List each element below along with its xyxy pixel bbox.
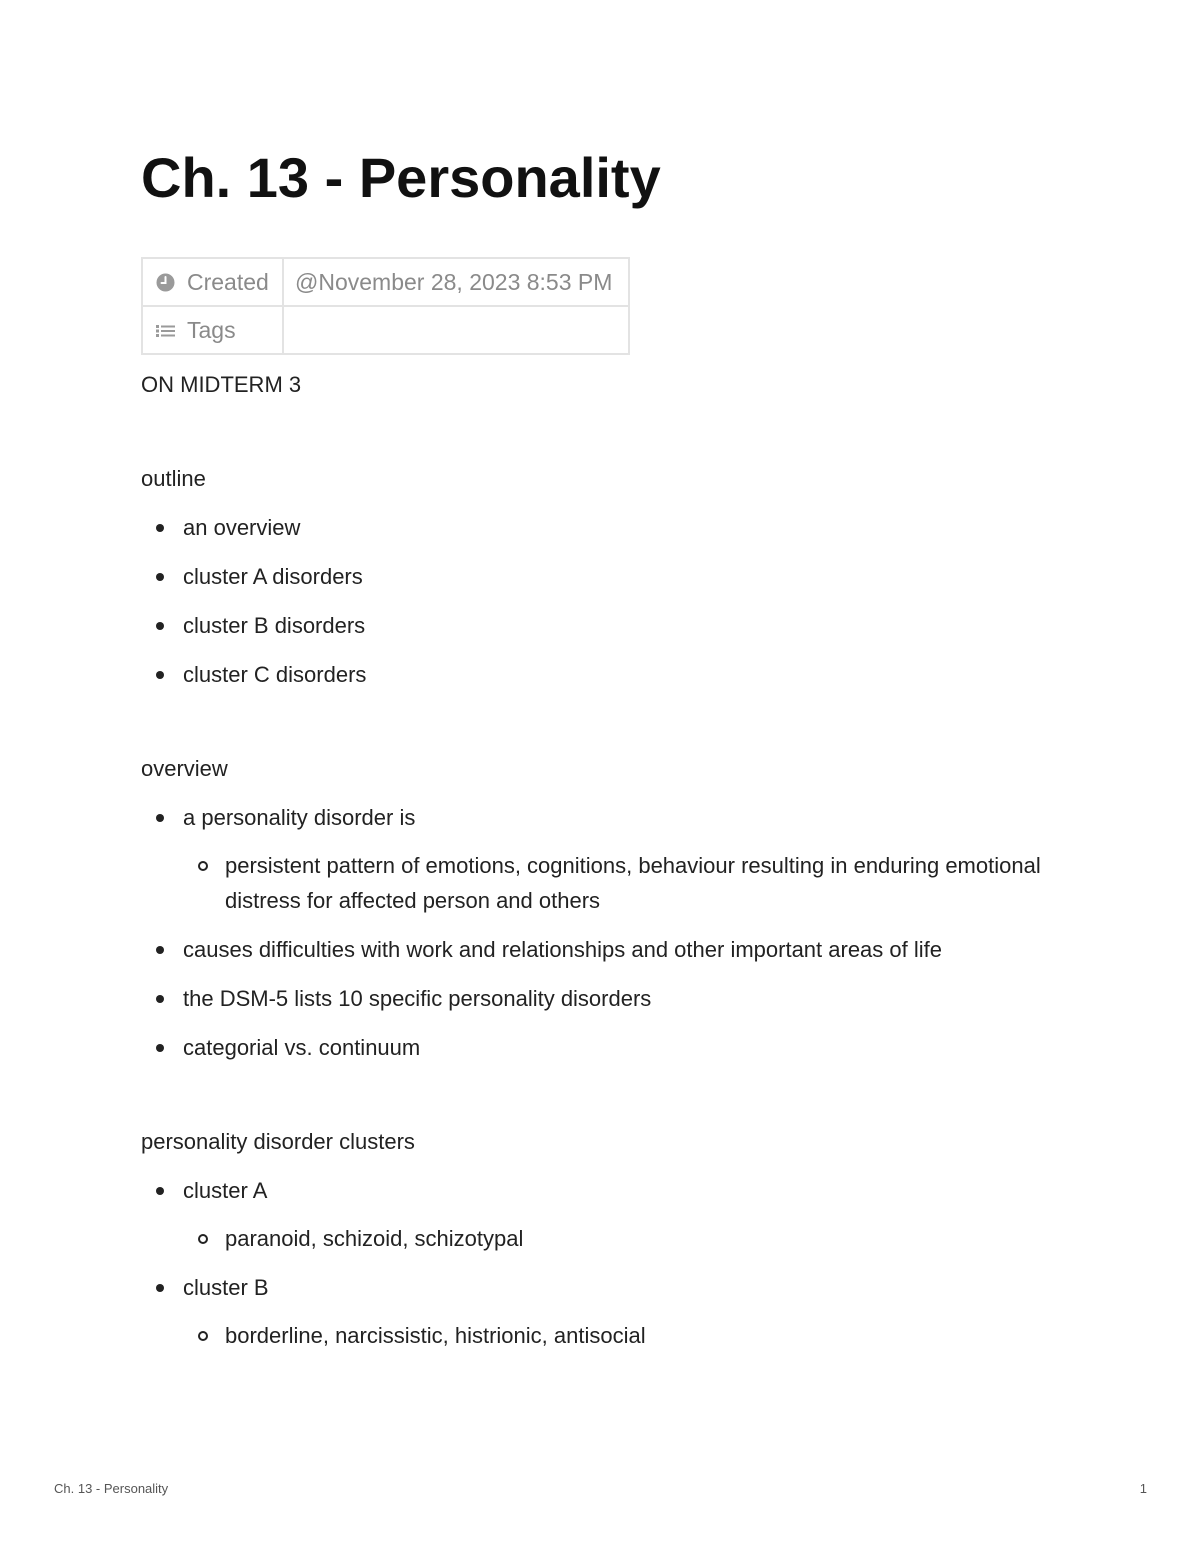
list-item: cluster C disorders: [141, 657, 1041, 692]
outline-list: [141, 510, 1041, 692]
list-icon: [155, 320, 176, 341]
nested-list-item: borderline, narcissistic, histrionic, antisocial: [183, 1318, 1041, 1353]
property-name-tags: [142, 306, 283, 354]
list-item: [141, 1173, 1041, 1256]
list-item: [141, 1270, 1041, 1353]
list-item: the DSM-5 lists 10 specific personality disorders: [141, 981, 1041, 1016]
overview-list: [141, 800, 1041, 1065]
page-title: Ch. 13 - Personality: [141, 146, 661, 209]
property-row-tags: [142, 306, 629, 354]
list-item: [141, 800, 1041, 918]
outline-heading: outline: [141, 466, 206, 491]
nested-list: [183, 1221, 1041, 1256]
list-item-text: cluster B: [183, 1275, 269, 1300]
list-item-text: a personality disorder is: [183, 805, 416, 830]
clusters-heading: personality disorder clusters: [141, 1129, 415, 1154]
page-content: [141, 367, 1041, 1353]
nested-list-item: persistent pattern of emotions, cognitions, behaviour resulting in enduring emotional distress for affected person and others: [183, 848, 1041, 918]
footer-doc-title: Ch. 13 - Personality: [54, 1481, 169, 1496]
list-item: causes difficulties with work and relationships and other important areas of life: [141, 932, 1041, 967]
clusters-list: [141, 1173, 1041, 1353]
property-label-tags: Tags: [187, 316, 236, 343]
property-row-created: [142, 258, 629, 306]
properties-table: [141, 257, 630, 355]
footer-page-number: 1: [1139, 1481, 1147, 1496]
list-item-text: cluster A: [183, 1178, 268, 1203]
list-item: cluster A disorders: [141, 559, 1041, 594]
nested-list: [183, 1318, 1041, 1353]
overview-heading: overview: [141, 756, 228, 781]
nested-list: [183, 848, 1041, 918]
midterm-note: ON MIDTERM 3: [141, 372, 302, 397]
property-name-created: [142, 258, 283, 306]
clock-icon: [155, 272, 176, 293]
list-item: cluster B disorders: [141, 608, 1041, 643]
list-item: an overview: [141, 510, 1041, 545]
list-item: categorial vs. continuum: [141, 1030, 1041, 1065]
created-date-value: @November 28, 2023 8:53 PM: [283, 258, 629, 306]
tags-value: [283, 306, 629, 354]
nested-list-item: paranoid, schizoid, schizotypal: [183, 1221, 1041, 1256]
property-label-created: Created: [187, 268, 269, 295]
